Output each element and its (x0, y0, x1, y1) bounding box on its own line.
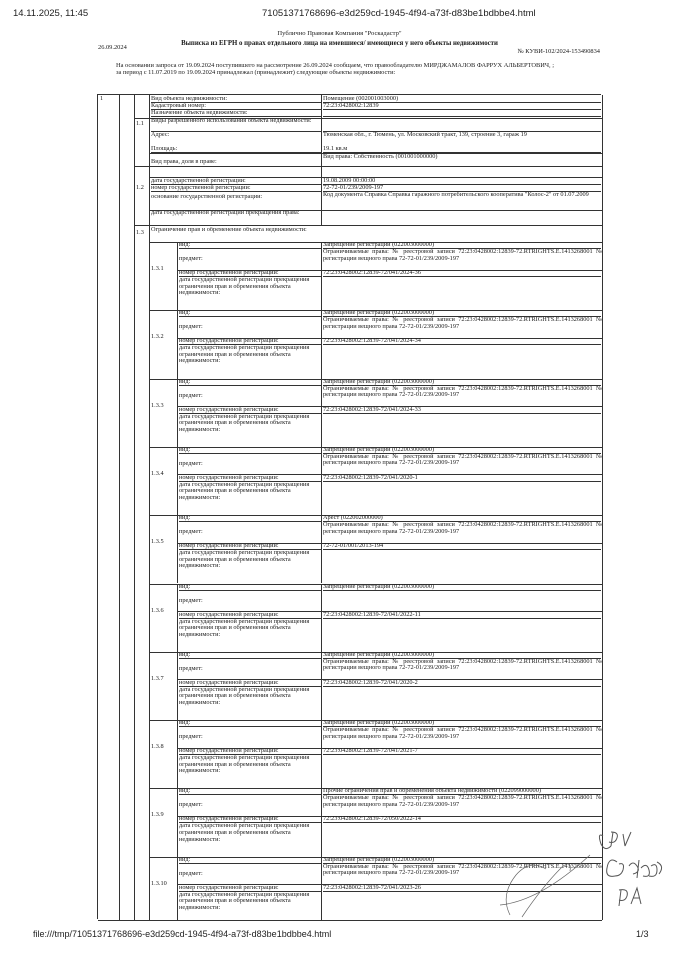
value-reg-basis: Код документа Справка Справка гаражного потребительского кооператива "Колос-2" от 01.07.2009 (323, 192, 589, 198)
restriction-kind-label: вид: (179, 720, 321, 727)
restriction-enddate-label: дата государственной регистрации прекращения ограничения прав и обременения объекта недвижимости: (179, 550, 310, 570)
label-restrictions: Ограничение прав и обременение объекта недвижимости: (151, 227, 307, 233)
print-title: 71051371768696-e3d259cd-1945-4f94-a73f-d83be1bdbbe4.html (262, 8, 536, 19)
section-number: 1 (100, 96, 104, 102)
restriction-regnum-label: номер государственной регистрации: (179, 612, 321, 619)
restriction-kind-value: Запрещение регистрации (022003000000) (323, 379, 601, 386)
restriction-kind-label: вид: (179, 857, 321, 864)
restriction-kind-value: Запрещение регистрации (022003000000) (323, 310, 601, 317)
label-cadastral: Кадастровый номер: (151, 103, 321, 110)
restriction-subject-value: Ограничиваемые права: № реестровой записи 72:23:0428002:12839-72.RTRIGHTS.E.1413268001 № регистрации вещного права 72-72-01/239/2009-197 (323, 727, 602, 740)
label-object-kind: Вид объекта недвижимости: (151, 96, 321, 103)
restriction-enddate-label: дата государственной регистрации прекращения ограничения прав и обременения объекта недвижимости: (179, 277, 310, 297)
restriction-subject-label: предмет: (179, 256, 203, 262)
document-intro (98, 62, 610, 77)
document-date: 26.09.2024 (98, 44, 127, 51)
restriction-subject-label: предмет: (179, 460, 203, 467)
restriction-regnum-value: 72:23:0428002:12839-72/041/2023-26 (323, 885, 601, 892)
restriction-regnum-value: 72:23:0428002:12839-72/041/2024-33 (323, 407, 601, 414)
label-address: Адрес: (151, 132, 170, 138)
label-reg-basis: основание государственной регистрации: (151, 194, 263, 200)
restriction-kind-label: вид: (179, 379, 321, 386)
restriction-regnum-value: 72:23:0428002:12839-72/041/2020-1 (323, 475, 601, 482)
restriction-subject-label: предмет: (179, 734, 203, 741)
restriction-number: 1.3.3 (151, 402, 164, 409)
value-reg-date: 19.08.2009 00:00:00 (323, 178, 601, 185)
restriction-kind-label: вид: (179, 447, 321, 454)
restriction-enddate-label: дата государственной регистрации прекращения ограничения прав и обременения объекта недвижимости: (179, 618, 310, 638)
company-name: Публично Правовая Компания "Роскадастр" (277, 30, 402, 37)
subsection-number: 1.2 (136, 185, 144, 191)
restriction-regnum-label: номер государственной регистрации: (179, 270, 321, 277)
restriction-kind-value: Арест (022002000000) (323, 515, 601, 522)
restriction-regnum-label: номер государственной регистрации: (179, 748, 321, 755)
label-permitted-use: Виды разрешенного использования объекта недвижимости: (151, 118, 321, 132)
restriction-number: 1.3.4 (151, 470, 164, 477)
restriction-number: 1.3.1 (151, 266, 164, 272)
restriction-subject-value: Ограничиваемые права: № реестровой записи 72:23:0428002:12839-72.RTRIGHTS.E.1413268001 № регистрации вещного права 72-72-01/239/2009-197 (323, 522, 602, 535)
restriction-subject-label: предмет: (179, 870, 203, 877)
restriction-subject-value: Ограничиваемые права: № реестровой записи 72:23:0428002:12839-72.RTRIGHTS.E.1413268001 № регистрации вещного права 72-72-01/239/2009-197 (323, 863, 602, 877)
value-area: 19.1 кв.м (323, 146, 601, 153)
restriction-subject-label: предмет: (179, 529, 203, 536)
value-permitted-use (323, 118, 601, 132)
restriction-subject-label: предмет: (179, 665, 203, 672)
print-timestamp: 14.11.2025, 11:45 (13, 8, 89, 19)
restriction-regnum-label: номер государственной регистрации: (179, 816, 321, 823)
value-address: Тюменская обл., г. Тюмень, ул. Московский тракт, 139, строение 3, гараж 19 (323, 132, 527, 138)
restriction-kind-value: Запрещение регистрации (022003000000) (323, 584, 601, 591)
restriction-subject-label: предмет: (179, 392, 203, 399)
label-purpose: Назначение объекта недвижимости: (151, 110, 321, 117)
label-right-kind: Вид права, доля в праве: (151, 159, 217, 165)
restriction-number: 1.3.5 (151, 539, 164, 546)
restriction-kind-label: вид: (179, 310, 321, 317)
restriction-subject-value (323, 591, 602, 611)
restriction-kind-value: Запрещение регистрации (022003000000) (323, 652, 601, 659)
restriction-regnum-label: номер государственной регистрации: (179, 338, 321, 345)
restriction-kind-value: Запрещение регистрации (022003000000) (323, 720, 601, 727)
restriction-regnum-label: номер государственной регистрации: (179, 680, 321, 687)
restriction-enddate-label: дата государственной регистрации прекращения ограничения прав и обременения объекта недвижимости: (179, 686, 310, 706)
restriction-subject-value: Ограничиваемые права: № реестровой записи 72:23:0428002:12839-72.RTRIGHTS.E.1413268001 № регистрации вещного права 72-72-01/239/2009-197 (323, 249, 602, 262)
restriction-number: 1.3.8 (151, 744, 164, 751)
label-reg-date: дата государственной регистрации: (151, 178, 321, 185)
value-reg-number: 72-72-01/239/2009-197 (323, 185, 601, 192)
restriction-number: 1.3.2 (151, 334, 164, 341)
value-right-kind: Вид права: Собственность (001001000000) (323, 154, 438, 160)
restriction-number: 1.3.9 (151, 812, 164, 819)
restriction-subject-value: Ограничиваемые права: № реестровой записи 72:23:0428002:12839-72.RTRIGHTS.E.1413268001 № регистрации вещного права 72-72-01/239/2009-197 (323, 795, 602, 808)
label-stop-date: дата государственной регистрации прекращения права: (151, 210, 300, 216)
restriction-subject-value: Ограничиваемые права: № реестровой записи 72:23:0428002:12839-72.RTRIGHTS.E.1413268001 № регистрации вещного права 72-72-01/239/2009-197 (323, 658, 602, 672)
stamp-scribble (470, 845, 610, 925)
subsection-number: 1.3 (136, 230, 144, 236)
restriction-subject-value: Ограничиваемые права: № реестровой записи 72:23:0428002:12839-72.RTRIGHTS.E.1413268001 № регистрации вещного права 72-72-01/239/2009-197 (323, 453, 602, 467)
restriction-subject-label: предмет: (179, 324, 203, 331)
value-object-kind: Помещение (002001003000) (323, 96, 601, 103)
restriction-enddate-label: дата государственной регистрации прекращения ограничения прав и обременения объекта недвижимости: (179, 755, 310, 775)
print-url: file:///tmp/71051371768696-e3d259cd-1945-4f94-a73f-d83be1bdbbe4.html (33, 929, 332, 939)
restriction-kind-value: Запрещение регистрации (022003000000) (323, 242, 601, 249)
value-purpose (323, 110, 601, 117)
restriction-kind-label: вид: (179, 788, 321, 795)
restriction-kind-value: Запрещение регистрации (022003000000) (323, 857, 601, 864)
restriction-kind-value: Запрещение регистрации (022003000000) (323, 447, 601, 454)
restriction-kind-label: вид: (179, 584, 321, 591)
restriction-kind-value: Прочие ограничения прав и обременения объекта недвижимости (022099000000) (323, 788, 601, 795)
restriction-subject-label: предмет: (179, 597, 203, 604)
restriction-regnum-label: номер государственной регистрации: (179, 407, 321, 414)
restriction-regnum-value: 72:23:0428002:12839-72/041/2021-7 (323, 748, 601, 755)
restriction-number: 1.3.10 (151, 880, 167, 887)
restriction-subject-value: Ограничиваемые права: № реестровой записи 72:23:0428002:12839-72.RTRIGHTS.E.1413268001 № регистрации вещного права 72-72-01/239/2009-197 (323, 317, 602, 330)
restriction-regnum-value: 72-72-01/001/2013-194 (323, 543, 601, 550)
value-cadastral: 72:23:0428002:12839 (323, 103, 601, 110)
restriction-enddate-label: дата государственной регистрации прекращения ограничения прав и обременения объекта недвижимости: (179, 413, 310, 433)
restriction-regnum-label: номер государственной регистрации: (179, 475, 321, 482)
restriction-regnum-label: номер государственной регистрации: (179, 885, 321, 892)
restriction-enddate-label: дата государственной регистрации прекращения ограничения прав и обременения объекта недвижимости: (179, 891, 310, 911)
restriction-regnum-label: номер государственной регистрации: (179, 543, 321, 550)
label-reg-number: номер государственной регистрации: (151, 185, 321, 192)
restriction-subject-value: Ограничиваемые права: № реестровой записи 72:23:0428002:12839-72.RTRIGHTS.E.1413268001 № регистрации вещного права 72-72-01/239/2009-197 (323, 385, 602, 399)
restriction-kind-label: вид: (179, 652, 321, 659)
restriction-enddate-label: дата государственной регистрации прекращения ограничения прав и обременения объекта недвижимости: (179, 345, 310, 365)
subsection-number: 1.1 (136, 121, 144, 127)
restriction-regnum-value: 72:23:0428002:12839-72/041/2022-11 (323, 612, 601, 619)
restriction-number: 1.3.7 (151, 675, 164, 682)
property-table (97, 94, 601, 919)
document-title: Выписка из ЕГРН о правах отдельного лица на имевшиеся/ имеющиеся у него объекты недвижимости (181, 40, 498, 47)
intro-line-2: за период с 11.07.2019 по 19.09.2024 принадлежал (принадлежит) следующие объекты недвижимости: (116, 69, 396, 77)
restriction-subject-label: предмет: (179, 802, 203, 809)
restriction-regnum-value: 72:23:0428002:12839-72/041/2024-36 (323, 270, 601, 277)
label-area: Площадь: (151, 146, 321, 153)
restriction-regnum-value: 72:23:0428002:12839-72/041/2024-34 (323, 338, 601, 345)
intro-line-1: На основании запроса от 19.09.2024 поступившего на рассмотрение 26.09.2024 сообщаем, что правообладателю МИРДЖАМАЛОВ ФАРРУХ АЛЬБЕРТОВИЧ, ; (116, 62, 555, 69)
document-number: № КУВИ-102/2024-153490834 (517, 48, 600, 55)
restriction-enddate-label: дата государственной регистрации прекращения ограничения прав и обременения объекта недвижимости: (179, 823, 310, 843)
restriction-regnum-value: 72:23:0428002:12839-72/041/2020-2 (323, 680, 601, 687)
restriction-kind-label: вид: (179, 242, 321, 249)
restriction-number: 1.3.6 (151, 607, 164, 614)
restriction-enddate-label: дата государственной регистрации прекращения ограничения прав и обременения объекта недвижимости: (179, 481, 310, 502)
page-counter: 1/3 (636, 929, 649, 939)
restriction-kind-label: вид: (179, 515, 321, 522)
restriction-regnum-value: 72:23:0428002:12839-72/050/2022-14 (323, 816, 601, 823)
